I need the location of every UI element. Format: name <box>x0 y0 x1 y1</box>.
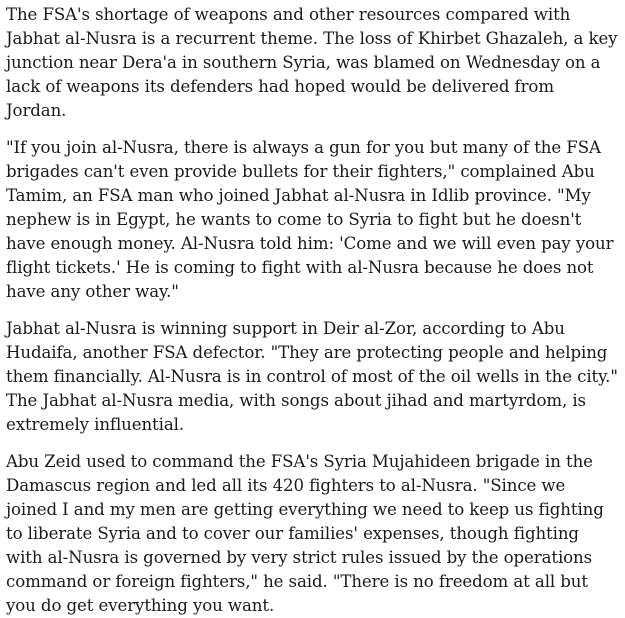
article-paragraph-2: "If you join al-Nusra, there is always a gun for you but many of the FSA brigades can't even provide bullets for their fighters," complained Abu Tamim, an FSA man who joined Jabhat al-Nusra in Idlib province. "My nephew is in Egypt, he wants to come to Syria to fight but he doesn't have enough money. Al-Nusra told him: 'Come and we will even pay your flight tickets.' He is coming to fight with al-Nusra because he does not have any other way." <box>6 138 614 301</box>
article-paragraph-3: Jabhat al-Nusra is winning support in Deir al-Zor, according to Abu Hudaifa, another FSA defector. "They are protecting people and helping them financially. Al-Nusra is in control of most of the oil wells in the city." The Jabhat al-Nusra media, with songs about jihad and martyrdom, is extremely influential. <box>6 319 618 434</box>
article-paragraph-4: Abu Zeid used to command the FSA's Syria Mujahideen brigade in the Damascus region and led all its 420 fighters to al-Nusra. "Since we joined I and my men are getting everything we need to keep us fighting to liberate Syria and to cover our families' expenses, though fighting with al-Nusra is governed by very strict rules issued by the operations command or foreign fighters," he said. "There is no freedom at all but you do get everything you want. <box>6 452 604 615</box>
article-paragraph-1: The FSA's shortage of weapons and other resources compared with Jabhat al-Nusra is a recurrent theme. The loss of Khirbet Ghazaleh, a key junction near Dera'a in southern Syria, was blamed on Wednesday on a lack of weapons its defenders had hoped would be delivered from Jordan. <box>6 5 618 120</box>
